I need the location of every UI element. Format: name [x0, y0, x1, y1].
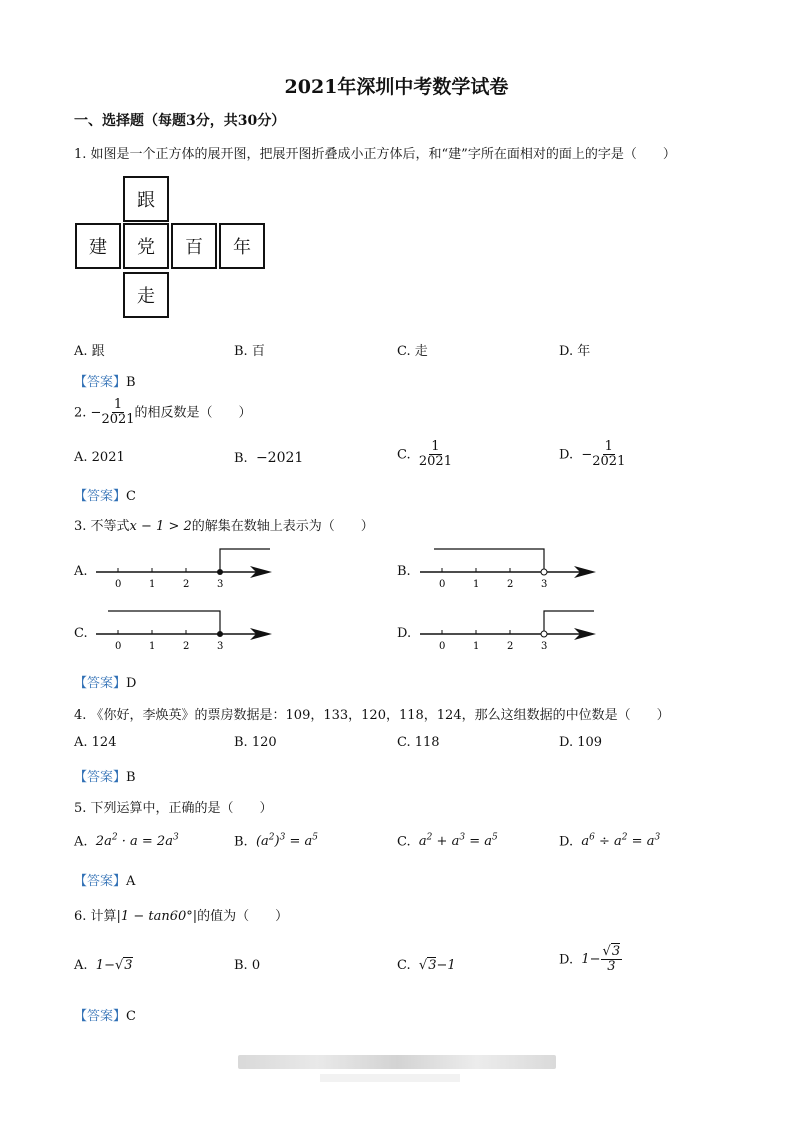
q5-expr-a: $2a^2 \cdot a = 2a^3$ [95, 833, 179, 850]
denominator: 3 [607, 959, 616, 975]
question-2-text [74, 398, 252, 428]
tick-label: 0 [115, 641, 122, 652]
q6-answer [74, 1005, 136, 1024]
radicand: 3 [611, 944, 621, 959]
q6-option-a[interactable] [74, 958, 133, 973]
q2-suffix: 的相反数是（ ） [134, 405, 252, 421]
question-6-text [74, 905, 288, 924]
tick-label: 0 [115, 579, 122, 590]
option-label: D. [559, 447, 574, 463]
option-label: B. [234, 834, 248, 850]
q3-prefix: 3. 不等式 [74, 519, 130, 534]
tick-label: 0 [439, 579, 446, 590]
tick-label: 1 [149, 641, 156, 652]
fraction [601, 945, 623, 975]
numerator: √3 [602, 944, 621, 959]
number-line-c [90, 607, 280, 657]
q4-answer [74, 766, 136, 785]
one: 1 [581, 952, 590, 968]
numerator: 1 [604, 439, 613, 454]
q6-option-b[interactable]: B. 0 [234, 958, 261, 973]
q3-option-d-label[interactable]: D. [397, 626, 412, 641]
tick-label: 2 [507, 579, 514, 590]
q5-option-a[interactable] [74, 833, 179, 849]
q4-option-d[interactable]: D. 109 [559, 735, 603, 750]
tick-label: 2 [183, 579, 190, 590]
q4-option-b[interactable]: B. 120 [234, 735, 277, 750]
blurred-footer-line [320, 1074, 460, 1082]
q4-option-a[interactable]: A. 124 [74, 735, 117, 750]
option-label: A. [74, 834, 88, 850]
q2-option-c[interactable] [397, 440, 452, 470]
abs-expression: |1 − tan60°| [116, 909, 198, 924]
option-label: A. [74, 958, 88, 973]
answer-label: 【答案】 [74, 676, 127, 691]
option-value: −2021 [255, 450, 304, 466]
net-cell-right1: 百 [171, 223, 217, 269]
denominator: 2021 [101, 412, 135, 428]
q5-expr-c: $a^2 + a^3 = a^5$ [418, 833, 498, 850]
q2-option-a[interactable]: A. 2021 [74, 450, 125, 465]
net-cell-right2: 年 [219, 223, 265, 269]
minus-sign: − [581, 447, 593, 463]
answer-value: A [126, 874, 136, 889]
question-3-text [74, 515, 374, 534]
q5-answer [74, 870, 135, 889]
one: 1 [95, 958, 105, 973]
answer-value: B [126, 770, 136, 785]
fraction [101, 398, 134, 428]
q5-expr-d: $a^6 \div a^2 = a^3$ [581, 833, 661, 850]
q2-answer [74, 485, 136, 504]
section-heading: 一、选择题（每题3分，共30分） [74, 113, 286, 129]
q6-expr-a: 1−√3 [95, 958, 133, 973]
fraction [419, 440, 452, 470]
q1-answer [74, 371, 136, 390]
net-cell-left: 建 [75, 223, 121, 269]
denominator: 2021 [592, 454, 626, 470]
radicand: 3 [428, 958, 437, 973]
tick-label: 2 [183, 641, 190, 652]
tick-label: 3 [541, 579, 548, 590]
question-4-text: 4. 《你好，李焕英》的票房数据是：109，133，120，118，124，那么这组数据的中位数是（ ） [74, 708, 670, 723]
q3-suffix: 的解集在数轴上表示为（ ） [191, 519, 374, 534]
q3-option-b-label[interactable]: B. [397, 564, 411, 579]
blurred-footer [238, 1055, 556, 1069]
denominator: 2021 [418, 454, 452, 470]
inequality: x − 1 > 2 [129, 519, 192, 534]
option-label: D. [559, 952, 574, 968]
q5-option-c[interactable] [397, 833, 498, 849]
minus-sign: − [90, 405, 102, 421]
fraction [592, 440, 625, 470]
net-cell-bottom: 走 [123, 272, 169, 318]
tick-label: 1 [473, 641, 480, 652]
q1-option-c[interactable]: C. 走 [397, 344, 428, 359]
q1-option-b[interactable]: B. 百 [234, 344, 265, 359]
tick-label: 2 [507, 641, 514, 652]
answer-value: C [126, 1009, 136, 1024]
option-label: C. [397, 834, 411, 850]
q6-expr-d: 1− $\frac{√3}{3}$ [581, 944, 621, 975]
question-1-text: 1. 如图是一个正方体的展开图，把展开图折叠成小正方体后，和“建”字所在面相对的面上的字是（ ） [74, 147, 676, 162]
tick-label: 3 [217, 641, 224, 652]
q2-option-d[interactable] [559, 440, 625, 470]
answer-label: 【答案】 [74, 489, 127, 504]
number-line-d [414, 607, 604, 657]
numerator: 1 [431, 439, 440, 454]
answer-value: C [126, 489, 136, 504]
q3-option-a-label[interactable]: A. [74, 564, 88, 579]
q6-prefix: 6. 计算 [74, 909, 117, 924]
number-line-b [414, 545, 604, 595]
answer-value: D [126, 676, 137, 691]
q6-option-d[interactable] [559, 945, 622, 975]
answer-label: 【答案】 [74, 1009, 127, 1024]
net-cell-center: 党 [123, 223, 169, 269]
q1-option-a[interactable]: A. 跟 [74, 344, 105, 359]
q2-prefix: 2. [74, 405, 91, 421]
q4-option-c[interactable]: C. 118 [397, 735, 440, 750]
q3-option-c-label[interactable]: C. [74, 626, 88, 641]
q5-option-b[interactable] [234, 833, 318, 849]
option-label: B. [234, 451, 248, 466]
answer-label: 【答案】 [74, 874, 127, 889]
tick-label: 0 [439, 641, 446, 652]
one: 1 [447, 958, 456, 973]
q6-option-c[interactable] [397, 958, 456, 973]
q5-option-d[interactable] [559, 833, 660, 849]
tick-label: 3 [541, 641, 548, 652]
tick-label: 3 [217, 579, 224, 590]
q1-option-d[interactable]: D. 年 [559, 344, 591, 359]
question-5-text: 5. 下列运算中，正确的是（ ） [74, 801, 273, 816]
tick-label: 1 [473, 579, 480, 590]
page-title: 2021年深圳中考数学试卷 [284, 76, 509, 98]
option-label: C. [397, 447, 411, 463]
option-label: C. [397, 958, 411, 973]
q6-suffix: 的值为（ ） [197, 909, 289, 924]
answer-label: 【答案】 [74, 770, 127, 785]
number-line-a [90, 545, 280, 595]
q3-answer [74, 672, 136, 691]
option-label: D. [559, 834, 574, 850]
q6-expr-c: √3−1 [418, 958, 456, 973]
answer-label: 【答案】 [74, 375, 127, 390]
q5-expr-b: $(a^2)^3 = a^5$ [255, 833, 319, 850]
net-cell-top: 跟 [123, 176, 169, 222]
radicand: 3 [124, 958, 133, 973]
q2-option-b[interactable] [234, 450, 303, 466]
numerator: 1 [113, 397, 123, 412]
tick-label: 1 [149, 579, 156, 590]
answer-value: B [126, 375, 136, 390]
